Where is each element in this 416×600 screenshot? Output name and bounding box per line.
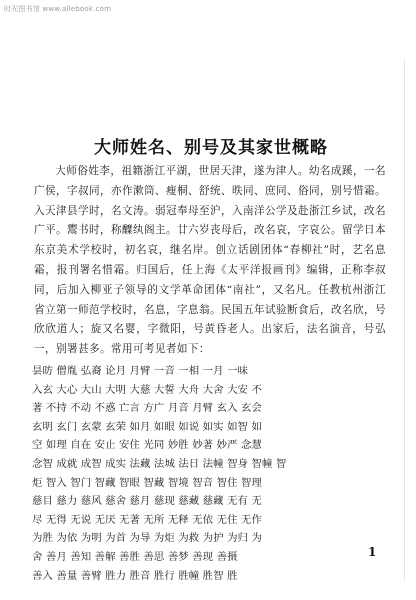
alias-list xyxy=(32,362,390,585)
alias-line: 入玄 大心 大山 大明 大慈 大誓 大舟 大舍 大安 不 xyxy=(32,383,262,396)
page-title: 大师姓名、别号及其家世概略 xyxy=(94,138,328,158)
alias-line: 著 不持 不动 不惑 亡言 方广 月音 月臂 玄入 玄会 xyxy=(32,402,262,415)
document-page xyxy=(28,0,394,600)
alias-line: 善入 善量 善臂 胜力 胜音 胜行 胜幢 胜智 胜 xyxy=(32,569,238,582)
watermark-text: 时光图书馆 www.allebook.com xyxy=(4,5,112,13)
alias-line: 慈目 慈力 慈风 慈舍 慈月 慈现 慈藏 慈藏 无有 无 xyxy=(32,495,262,508)
binding-edge-line xyxy=(404,60,405,580)
alias-line: 昙昉 僧胤 弘裔 论月 月臂 一音 一相 一月 一味 xyxy=(32,365,249,377)
page-number: 1 xyxy=(368,545,377,559)
alias-line: 炬 智入 智门 智藏 智眼 智藏 智境 智音 智住 智理 xyxy=(32,476,262,489)
alias-line: 为胜 为依 为明 为首 为导 为炬 为救 为护 为归 为 xyxy=(32,532,262,545)
alias-line: 尽 无得 无说 无厌 无著 无所 无释 无依 无住 无作 xyxy=(32,513,262,526)
intro-text: 大师俗姓李，祖籍浙江平湖，世居天津，遂为津人。幼名成蹊，一名广侯，字叔同，亦作漱筒、瘦桐、舒统、昳同、庶同、俗同，别号惜霜。入天津县学时，名文涛。弱冠奉母至沪，入南洋公学及赴浙江乡试，改名广平。鬻书时，称醾纨阁主。廿六岁丧母后，改名哀，字哀公。留学日本东京美术学校时，初名哀，继名岸。创立话剧团体“春柳社”时，艺名息霜，报刊署名惜霜。归国后，任上海《太平洋报画刊》编辑，正称李叔同，后加入柳亚子领导的文学革命团体“南社”，又名凡。任教杭州浙江省立第一师范学校时，名息，字息翁。民国五年试验断食后，改名欣，号欣欣道人；旋又名婴，字微阳，号黄昏老人。出家后，法名演音，号弘一，别署甚多。常用可考见者如下： xyxy=(34,165,386,356)
alias-line: 玄明 玄门 玄蒙 玄荣 如月 如眼 如说 如实 如智 如 xyxy=(32,420,262,433)
alias-line: 舍 善月 善知 善解 善胜 善思 善梦 善现 善摄 xyxy=(32,550,238,563)
intro-paragraph xyxy=(34,162,386,360)
alias-line: 念智 成就 成智 成实 法藏 法城 法日 法幢 智身 智幢 智 xyxy=(32,457,287,470)
alias-line: 空 如理 自在 安止 安住 光同 妙胜 妙著 妙严 念慧 xyxy=(32,439,262,452)
